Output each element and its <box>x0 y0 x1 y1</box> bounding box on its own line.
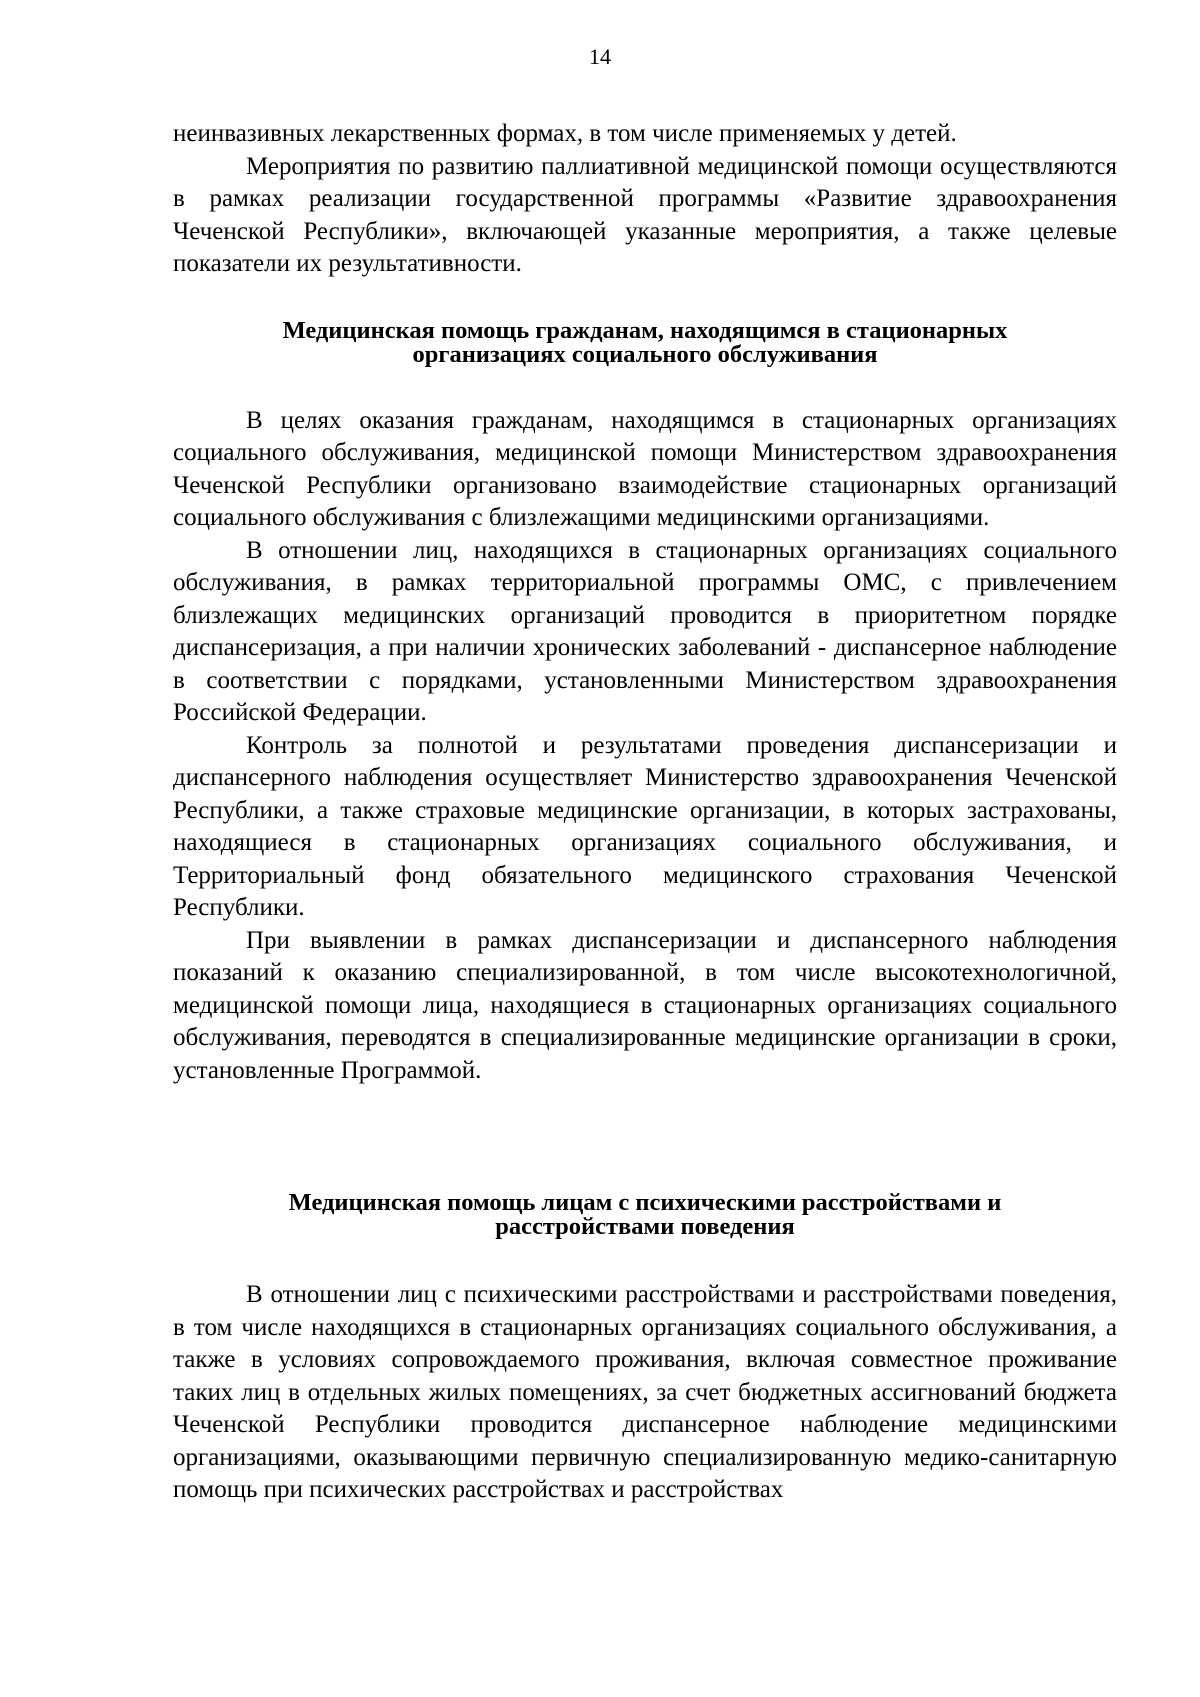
heading-line: Медицинская помощь лицам с психическими расстройствами и <box>288 1189 1002 1216</box>
page-number: 14 <box>589 44 611 69</box>
paragraph-continuation: неинвазивных лекарственных формах, в том числе применяемых у детей. <box>173 120 957 147</box>
paragraph-dispensary-examination: В отношении лиц, находящихся в стационарных организациях социального обслуживания, в рамках территориальной программы ОМС, с привлечением близлежащих медицинских организаций проводится в приоритетном порядке диспансеризация, а при наличии хронических заболеваний - диспансерное наблюдение в соответствии с порядками, установленными Министерством здравоохранения Российской Федерации. <box>173 536 1117 726</box>
heading-line: расстройствами поведения <box>495 1213 795 1240</box>
heading-line: организациях социального обслуживания <box>412 340 878 368</box>
paragraph-specialized-care: При выявлении в рамках диспансеризации и диспансерного наблюдения показаний к оказанию специализированной, в том числе высокотехнологичной, медицинской помощи лица, находящиеся в стационарных организациях социального обслуживания, переводятся в специализированные медицинские организации в сроки, установленные Программой. <box>173 926 1117 1084</box>
paragraph-mental-health-observation: В отношении лиц с психическими расстройствами и расстройствами поведения, в том числе находящихся в стационарных организациях социального обслуживания, а также в условиях сопровождаемого проживания, включая совместное проживание таких лиц в отдельных жилых помещениях, за счет бюджетных ассигнований бюджета Чеченской Республики проводится диспансерное наблюдение медицинскими организациями, оказывающими первичную специализированную медико-санитарную помощь при психических расстройствах и расстройствах <box>173 1281 1117 1503</box>
heading-line: Медицинская помощь гражданам, находящимся в стационарных <box>282 316 1008 344</box>
paragraph-social-care-interaction: В целях оказания гражданам, находящимся в стационарных организациях социального обслуживания, медицинской помощи Министерством здравоохранения Чеченской Республики организовано взаимодействие стационарных организаций социального обслуживания с близлежащими медицинскими организациями. <box>173 406 1117 531</box>
section-heading-mental-health <box>173 1191 1117 1239</box>
section-heading-social-care <box>173 316 1117 368</box>
paragraph-palliative-programs: Мероприятия по развитию паллиативной медицинской помощи осуществляются в рамках реализации государственной программы «Развитие здравоохранения Чеченской Республики», включающей указанные мероприятия, а также целевые показатели их результативности. <box>173 152 1117 277</box>
paragraph-control: Контроль за полнотой и результатами проведения диспансеризации и диспансерного наблюдения осуществляет Министерство здравоохранения Чеченской Республики, а также страховые медицинские организации, в которых застрахованы, находящиеся в стационарных организациях социального обслуживания, и Территориальный фонд обязательного медицинского страхования Чеченской Республики. <box>173 731 1117 921</box>
document-body <box>173 118 1117 1507</box>
